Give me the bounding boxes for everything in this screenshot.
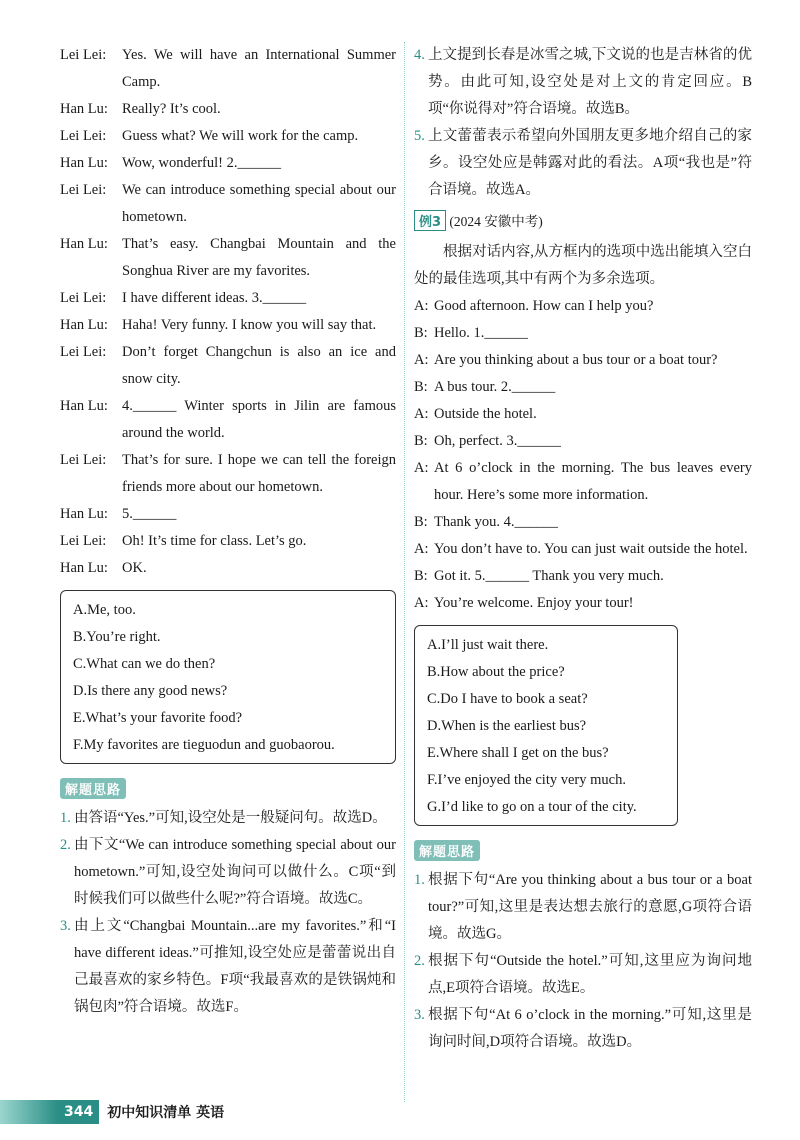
dialogue-line — [60, 42, 396, 96]
speaker: A: — [414, 541, 429, 557]
dialogue-line — [414, 320, 752, 347]
dialogue-line — [414, 401, 752, 428]
dialogue-line — [60, 312, 396, 339]
dialogue-line — [414, 428, 752, 455]
speaker: A: — [414, 298, 429, 314]
utterance: Thank you. 4.______ — [434, 514, 559, 530]
analysis-tag: 解题思路 — [60, 778, 126, 799]
option-item: F.My favorites are tieguodun and guobaorou. — [73, 737, 335, 753]
item-number: 5. — [414, 128, 425, 144]
utterance: Really? It’s cool. — [122, 101, 221, 117]
utterance: Good afternoon. How can I help you? — [434, 298, 654, 314]
item-number: 2. — [414, 953, 425, 969]
utterance: Haha! Very funny. I know you will say that. — [122, 317, 377, 333]
speaker: Han Lu: — [60, 317, 108, 333]
page-footer — [0, 1100, 224, 1124]
speaker: A: — [414, 406, 429, 422]
utterance: That’s easy. Changbai Mountain and the Songhua River are my favorites. — [122, 236, 396, 279]
left-column — [60, 42, 396, 1021]
item-number: 3. — [60, 918, 71, 934]
example-instruction: 根据对话内容,从方框内的选项中选出能填入空白处的最佳选项,其中有两个为多余选项。 — [414, 244, 752, 287]
item-number: 3. — [414, 1007, 425, 1023]
analysis-text: 根据下句“At 6 o’clock in the morning.”可知,这里是询问时间,D项符合语境。故选D。 — [428, 1007, 752, 1050]
option-item: F.I’ve enjoyed the city very much. — [427, 772, 626, 788]
dialogue-left — [60, 42, 396, 582]
item-number: 2. — [60, 837, 71, 853]
analysis-tag-right: 解题思路 — [414, 840, 480, 861]
utterance: 4.______ Winter sports in Jilin are famous around the world. — [122, 398, 396, 441]
dialogue-line — [414, 347, 752, 374]
dialogue-line — [60, 285, 396, 312]
speaker: Lei Lei: — [60, 182, 107, 198]
utterance: Hello. 1.______ — [434, 325, 528, 341]
analysis-text: 根据下句“Outside the hotel.”可知,这里应为询问地点,E项符合语境。故选E。 — [428, 953, 752, 996]
page-number: 344 — [58, 1100, 99, 1124]
utterance: That’s for sure. I hope we can tell the foreign friends more about our hometown. — [122, 452, 396, 495]
analysis-item — [60, 913, 396, 1021]
options-box-right — [414, 625, 678, 826]
utterance: Yes. We will have an International Summer Camp. — [122, 47, 396, 90]
option-item: E.What’s your favorite food? — [73, 710, 243, 726]
speaker: Lei Lei: — [60, 344, 107, 360]
utterance: Guess what? We will work for the camp. — [122, 128, 359, 144]
speaker: Lei Lei: — [60, 290, 107, 306]
analysis-text: 由答语“Yes.”可知,设空处是一般疑问句。故选D。 — [74, 810, 387, 826]
speaker: B: — [414, 379, 428, 395]
utterance: Are you thinking about a bus tour or a boat tour? — [434, 352, 718, 368]
item-number: 4. — [414, 47, 425, 63]
analysis-right — [414, 867, 752, 1056]
dialogue-line — [60, 447, 396, 501]
column-divider — [404, 42, 405, 1102]
utterance: You’re welcome. Enjoy your tour! — [434, 595, 634, 611]
analysis-text: 上文蕾蕾表示希望向外国朋友更多地介绍自己的家乡。设空处应是韩露对此的看法。A项“我也是”符合语境。故选A。 — [428, 128, 752, 198]
dialogue-line — [414, 293, 752, 320]
analysis-item — [60, 832, 396, 913]
utterance: Got it. 5.______ Thank you very much. — [434, 568, 664, 584]
dialogue-right — [414, 293, 752, 617]
speaker: B: — [414, 325, 428, 341]
option-item: C.Do I have to book a seat? — [427, 691, 588, 707]
dialogue-line — [60, 393, 396, 447]
dialogue-line — [60, 339, 396, 393]
dialogue-line — [60, 150, 396, 177]
dialogue-line — [414, 563, 752, 590]
analysis-item — [414, 1002, 752, 1056]
analysis-item — [414, 867, 752, 948]
analysis-right-top — [414, 42, 752, 204]
right-column — [414, 42, 752, 1056]
speaker: Lei Lei: — [60, 452, 107, 468]
utterance: I have different ideas. 3.______ — [122, 290, 307, 306]
dialogue-line — [60, 528, 396, 555]
speaker: Lei Lei: — [60, 128, 107, 144]
speaker: A: — [414, 595, 429, 611]
example-tag: 例3 — [414, 210, 446, 231]
analysis-item — [414, 42, 752, 123]
dialogue-line — [60, 231, 396, 285]
item-number: 1. — [60, 810, 71, 826]
analysis-item — [414, 123, 752, 204]
utterance: You don’t have to. You can just wait outside the hotel. — [434, 541, 748, 557]
option-item: D.When is the earliest bus? — [427, 718, 587, 734]
speaker: Han Lu: — [60, 560, 108, 576]
speaker: B: — [414, 514, 428, 530]
utterance: Wow, wonderful! 2.______ — [122, 155, 281, 171]
utterance: 5.______ — [122, 506, 177, 522]
speaker: Han Lu: — [60, 398, 108, 414]
utterance: Oh! It’s time for class. Let’s go. — [122, 533, 307, 549]
option-item: A.I’ll just wait there. — [427, 637, 549, 653]
analysis-text: 由上文“Changbai Mountain...are my favorites.”和“I have different ideas.”可推知,设空处应是蕾蕾说出自己最喜欢的家乡特色。F项“我最喜欢的是铁锅炖和锅包肉”符合语境。故选F。 — [74, 918, 396, 1015]
dialogue-line — [414, 509, 752, 536]
options-box-left — [60, 590, 396, 764]
speaker: Han Lu: — [60, 155, 108, 171]
option-item: A.Me, too. — [73, 602, 136, 618]
speaker: B: — [414, 433, 428, 449]
utterance: Don’t forget Changchun is also an ice and snow city. — [122, 344, 396, 387]
dialogue-line — [60, 177, 396, 231]
utterance: Outside the hotel. — [434, 406, 537, 422]
dialogue-line — [414, 374, 752, 401]
option-item: B.How about the price? — [427, 664, 565, 680]
analysis-text: 上文提到长春是冰雪之城,下文说的也是吉林省的优势。由此可知,设空处是对上文的肯定回应。B项“你说得对”符合语境。故选B。 — [428, 47, 752, 117]
utterance: Oh, perfect. 3.______ — [434, 433, 561, 449]
speaker: Han Lu: — [60, 101, 108, 117]
footer-bar — [0, 1100, 58, 1124]
book-title: 初中知识清单 英语 — [107, 1105, 225, 1121]
dialogue-line — [414, 590, 752, 617]
speaker: Lei Lei: — [60, 47, 107, 63]
dialogue-line — [60, 501, 396, 528]
analysis-item — [414, 948, 752, 1002]
analysis-item — [60, 805, 396, 832]
example-source: (2024 安徽中考) — [449, 214, 543, 229]
utterance: At 6 o’clock in the morning. The bus leaves every hour. Here’s some more information. — [434, 460, 752, 503]
utterance: We can introduce something special about our hometown. — [122, 182, 396, 225]
dialogue-line — [60, 555, 396, 582]
speaker: B: — [414, 568, 428, 584]
speaker: Han Lu: — [60, 506, 108, 522]
utterance: A bus tour. 2.______ — [434, 379, 556, 395]
speaker: A: — [414, 352, 429, 368]
item-number: 1. — [414, 872, 425, 888]
dialogue-line — [60, 123, 396, 150]
dialogue-line — [414, 536, 752, 563]
option-item: E.Where shall I get on the bus? — [427, 745, 609, 761]
option-item: C.What can we do then? — [73, 656, 216, 672]
option-item: D.Is there any good news? — [73, 683, 228, 699]
analysis-text: 由下文“We can introduce something special about our hometown.”可知,设空处询问可以做什么。C项“到时候我们可以做些什么呢?”符合语境。故选C。 — [74, 837, 396, 907]
speaker: A: — [414, 460, 429, 476]
analysis-text: 根据下句“Are you thinking about a bus tour or a boat tour?”可知,这里是表达想去旅行的意愿,G项符合语境。故选G。 — [428, 872, 752, 942]
option-item: B.You’re right. — [73, 629, 161, 645]
analysis-left — [60, 805, 396, 1021]
dialogue-line — [60, 96, 396, 123]
speaker: Han Lu: — [60, 236, 108, 252]
dialogue-line — [414, 455, 752, 509]
example-header — [414, 210, 752, 231]
speaker: Lei Lei: — [60, 533, 107, 549]
option-item: G.I’d like to go on a tour of the city. — [427, 799, 637, 815]
utterance: OK. — [122, 560, 147, 576]
